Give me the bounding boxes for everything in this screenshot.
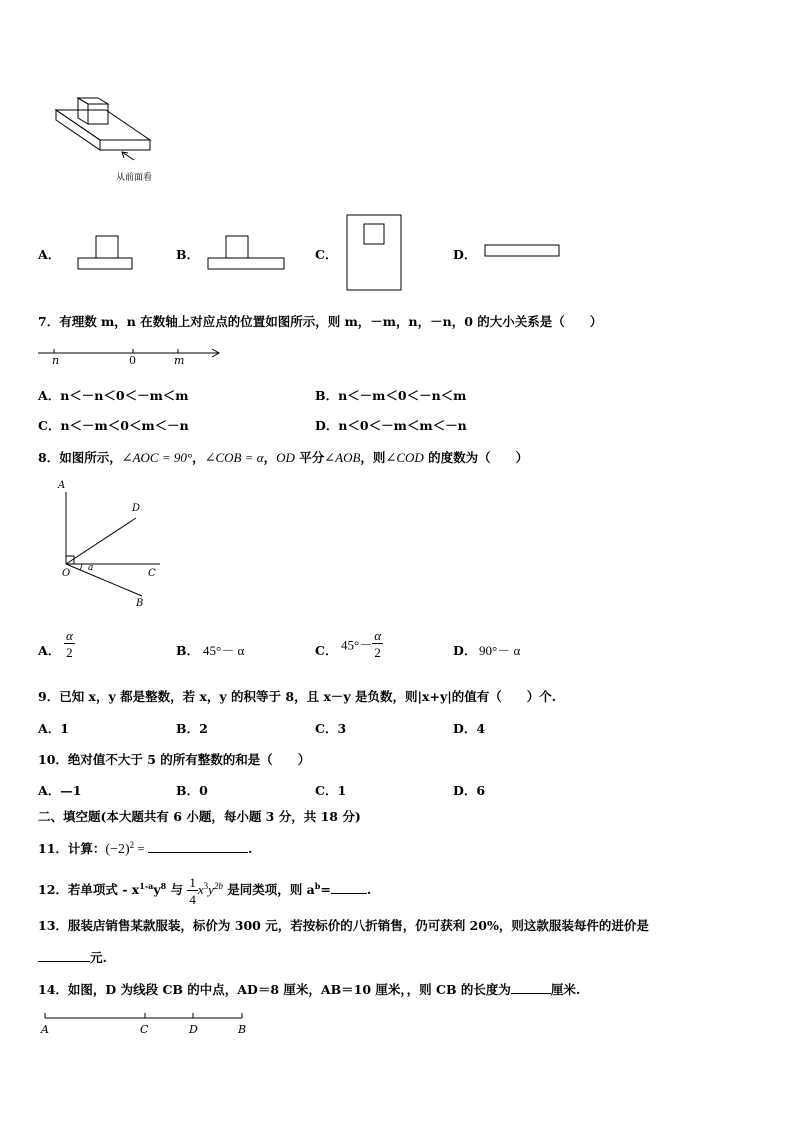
segment-label-a: A xyxy=(41,1023,49,1036)
q14-question: 14．如图，D 为线段 CB 的中点，AD＝8 厘米，AB＝10 厘米，，则 CB 的长度为 厘米. xyxy=(38,982,581,997)
point-label-c: C xyxy=(148,568,156,579)
q6-option-b-figure xyxy=(208,234,288,274)
view-direction-caption: 从前面看 xyxy=(116,173,153,183)
q6-option-c-figure xyxy=(346,214,406,294)
q8-option-b-value: 45°－ α xyxy=(203,643,245,658)
q7-option-b: B．n＜－m＜0＜－n＜m xyxy=(315,388,467,403)
number-line-label-n: n xyxy=(52,354,60,367)
q6-option-c-label: C． xyxy=(315,247,338,262)
q8-option-a-label: A． xyxy=(38,643,61,658)
q13-question-line2: 元. xyxy=(38,948,107,966)
q9-question: 9．已知 x，y 都是整数，若 x，y 的积等于 8，且 x－y 是负数，则|x+y|的值有（ ）个. xyxy=(38,689,557,704)
q8-question: 8．如图所示，∠AOC = 90°，∠COB = α，OD 平分∠AOB，则∠COD 的度数为（ ） xyxy=(38,450,529,465)
point-label-b: B xyxy=(136,598,144,609)
q9-option-b: B．2 xyxy=(176,721,208,736)
q10-option-d: D．6 xyxy=(453,783,486,798)
q8-option-d-value: 90°－ α xyxy=(479,643,521,658)
q9-option-a: A．1 xyxy=(38,721,69,736)
q11-answer-blank[interactable] xyxy=(148,840,248,853)
q14-answer-blank[interactable] xyxy=(511,981,551,994)
q7-option-d: D．n＜0＜－m＜m＜－n xyxy=(315,418,467,433)
point-label-d: D xyxy=(132,503,141,514)
q8-angle-diagram xyxy=(56,482,186,612)
number-line-label-0: 0 xyxy=(129,354,136,367)
block-on-plank-drawing xyxy=(52,88,172,178)
q13-answer-blank[interactable] xyxy=(38,949,90,962)
q8-option-c-label: C． xyxy=(315,643,338,658)
q8-option-d-label: D． xyxy=(453,643,477,658)
q10-option-c: C．1 xyxy=(315,783,347,798)
point-label-o: O xyxy=(62,568,71,579)
q7-question: 7．有理数 m，n 在数轴上对应点的位置如图所示，则 m，－m，n，－n，0 的大小关系是（ ） xyxy=(38,314,603,329)
q11-question: 11．计算：$(-2)^2$ = . xyxy=(38,839,253,857)
q10-question: 10．绝对值不大于 5 的所有整数的和是（ ） xyxy=(38,752,311,767)
q8-option-a-fraction: $\frac{\alpha}{2}$ xyxy=(66,628,73,660)
q6-option-a-figure xyxy=(78,234,138,274)
q9-option-d: D．4 xyxy=(453,721,486,736)
section-heading-fill-in: 二、填空题(本大题共有 6 小题，每小题 3 分，共 18 分) xyxy=(38,809,361,824)
q12-answer-blank[interactable] xyxy=(331,881,367,894)
q12-question: 12．若单项式 - $x^{1-a}y^8$ 与 $\frac{1}{4}$ $x^3y^{2b}$ 是同类项，则 $a^b=$ . xyxy=(38,874,372,907)
q8-option-c-value: 45°－ $\frac{\alpha}{2}$ xyxy=(341,628,382,660)
q7-option-a: A．n＜－n＜0＜－m＜m xyxy=(38,388,189,403)
segment-label-d: D xyxy=(189,1023,198,1036)
q9-option-c: C．3 xyxy=(315,721,347,736)
number-line-label-m: m xyxy=(174,354,185,367)
q10-option-b: B．0 xyxy=(176,783,208,798)
q6-option-d-figure xyxy=(484,244,564,264)
q10-option-a: A．—1 xyxy=(38,783,82,798)
q6-option-b-label: B． xyxy=(176,247,200,262)
q7-option-c: C．n＜－m＜0＜m＜－n xyxy=(38,418,189,433)
q6-option-a-label: A． xyxy=(38,247,61,262)
q8-option-b-label: B． xyxy=(176,643,200,658)
segment-label-c: C xyxy=(140,1023,149,1036)
q13-question-line1: 13．服装店销售某款服装，标价为 300 元，若按标价的八折销售，仍可获利 20%，则这款服装每件的进价是 xyxy=(38,918,649,933)
segment-label-b: B xyxy=(238,1023,247,1036)
q6-option-d-label: D． xyxy=(453,247,477,262)
angle-label-a: a xyxy=(88,563,94,573)
point-label-a: A xyxy=(58,480,66,491)
